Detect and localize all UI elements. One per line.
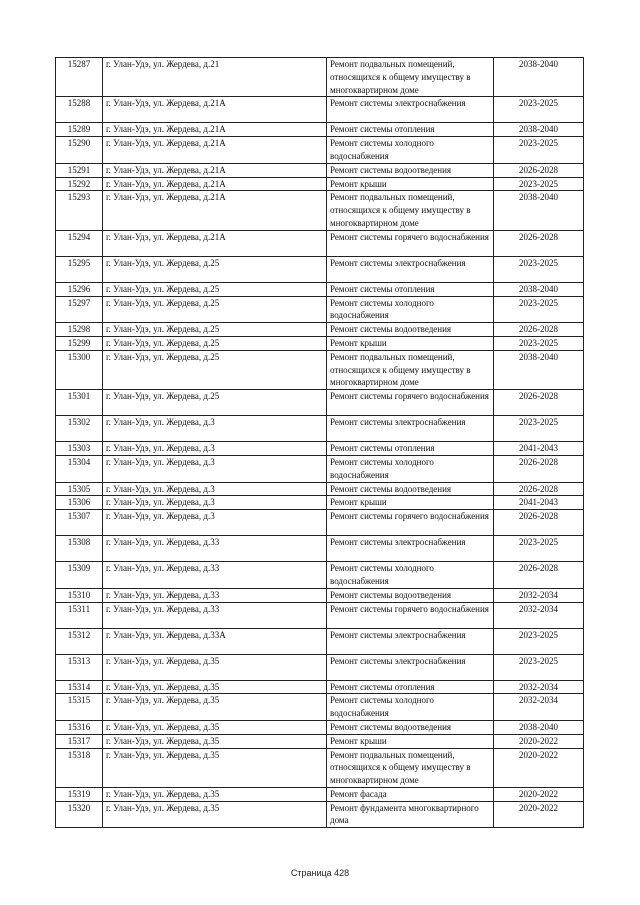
work-type-cell: Ремонт крыши xyxy=(327,734,494,748)
period-cell: 2023-2025 xyxy=(494,137,584,164)
row-number-cell: 15295 xyxy=(56,256,103,282)
row-number-cell: 15296 xyxy=(56,282,103,296)
period-cell: 2026-2028 xyxy=(494,562,584,589)
address-cell: г. Улан-Удэ, ул. Жердева, д.35 xyxy=(103,801,327,828)
table-row xyxy=(56,694,584,721)
period-cell: 2020-2022 xyxy=(494,801,584,828)
period-cell: 2026-2028 xyxy=(494,482,584,496)
address-cell: г. Улан-Удэ, ул. Жердева, д.25 xyxy=(103,390,327,416)
work-type-cell: Ремонт системы электроснабжения xyxy=(327,256,494,282)
work-type-cell: Ремонт системы водоотведения xyxy=(327,323,494,337)
period-cell: 2020-2022 xyxy=(494,748,584,787)
table-row xyxy=(56,256,584,282)
page-footer xyxy=(0,868,640,878)
row-number-cell: 15292 xyxy=(56,177,103,191)
work-type-cell: Ремонт системы водоотведения xyxy=(327,720,494,734)
period-cell: 2041-2043 xyxy=(494,496,584,510)
address-cell: г. Улан-Удэ, ул. Жердева, д.25 xyxy=(103,336,327,350)
period-cell: 2038-2040 xyxy=(494,58,584,97)
work-type-cell: Ремонт системы водоотведения xyxy=(327,163,494,177)
row-number-cell: 15291 xyxy=(56,163,103,177)
row-number-cell: 15317 xyxy=(56,734,103,748)
row-number-cell: 15288 xyxy=(56,97,103,123)
address-cell: г. Улан-Удэ, ул. Жердева, д.21А xyxy=(103,230,327,256)
row-number-cell: 15302 xyxy=(56,416,103,442)
address-cell: г. Улан-Удэ, ул. Жердева, д.25 xyxy=(103,323,327,337)
table-row xyxy=(56,442,584,456)
period-cell: 2026-2028 xyxy=(494,390,584,416)
table-row xyxy=(56,482,584,496)
work-type-cell: Ремонт системы горячего водоснабжения xyxy=(327,510,494,536)
table-row xyxy=(56,97,584,123)
address-cell: г. Улан-Удэ, ул. Жердева, д.33 xyxy=(103,536,327,562)
address-cell: г. Улан-Удэ, ул. Жердева, д.3 xyxy=(103,482,327,496)
row-number-cell: 15314 xyxy=(56,680,103,694)
period-cell: 2032-2034 xyxy=(494,680,584,694)
row-number-cell: 15305 xyxy=(56,482,103,496)
table-row xyxy=(56,390,584,416)
table-row xyxy=(56,350,584,389)
row-number-cell: 15289 xyxy=(56,123,103,137)
work-type-cell: Ремонт системы холодного водоснабжения xyxy=(327,562,494,589)
row-number-cell: 15297 xyxy=(56,296,103,323)
row-number-cell: 15298 xyxy=(56,323,103,337)
table-row xyxy=(56,720,584,734)
address-cell: г. Улан-Удэ, ул. Жердева, д.21А xyxy=(103,97,327,123)
row-number-cell: 15300 xyxy=(56,350,103,389)
table-row xyxy=(56,562,584,589)
work-type-cell: Ремонт крыши xyxy=(327,496,494,510)
period-cell: 2038-2040 xyxy=(494,282,584,296)
address-cell: г. Улан-Удэ, ул. Жердева, д.35 xyxy=(103,654,327,680)
work-type-cell: Ремонт крыши xyxy=(327,177,494,191)
period-cell: 2038-2040 xyxy=(494,123,584,137)
period-cell: 2032-2034 xyxy=(494,694,584,721)
row-number-cell: 15308 xyxy=(56,536,103,562)
table-row xyxy=(56,282,584,296)
work-type-cell: Ремонт системы отопления xyxy=(327,680,494,694)
table-row xyxy=(56,191,584,230)
table-row xyxy=(56,230,584,256)
address-cell: г. Улан-Удэ, ул. Жердева, д.3 xyxy=(103,455,327,482)
work-type-cell: Ремонт подвальных помещений, относящихся к общему имуществу в многоквартирном доме xyxy=(327,58,494,97)
row-number-cell: 15301 xyxy=(56,390,103,416)
work-type-cell: Ремонт системы горячего водоснабжения xyxy=(327,390,494,416)
address-cell: г. Улан-Удэ, ул. Жердева, д.3 xyxy=(103,510,327,536)
work-type-cell: Ремонт системы горячего водоснабжения xyxy=(327,230,494,256)
row-number-cell: 15290 xyxy=(56,137,103,164)
period-cell: 2026-2028 xyxy=(494,455,584,482)
address-cell: г. Улан-Удэ, ул. Жердева, д.33 xyxy=(103,588,327,602)
work-type-cell: Ремонт фасада xyxy=(327,787,494,801)
period-cell: 2023-2025 xyxy=(494,177,584,191)
row-number-cell: 15320 xyxy=(56,801,103,828)
table-row xyxy=(56,123,584,137)
period-cell: 2023-2025 xyxy=(494,256,584,282)
table-row xyxy=(56,510,584,536)
period-cell: 2023-2025 xyxy=(494,97,584,123)
period-cell: 2041-2043 xyxy=(494,442,584,456)
work-type-cell: Ремонт подвальных помещений, относящихся к общему имуществу в многоквартирном доме xyxy=(327,748,494,787)
address-cell: г. Улан-Удэ, ул. Жердева, д.3 xyxy=(103,416,327,442)
address-cell: г. Улан-Удэ, ул. Жердева, д.21А xyxy=(103,177,327,191)
row-number-cell: 15299 xyxy=(56,336,103,350)
table-row xyxy=(56,680,584,694)
row-number-cell: 15293 xyxy=(56,191,103,230)
address-cell: г. Улан-Удэ, ул. Жердева, д.35 xyxy=(103,734,327,748)
period-cell: 2026-2028 xyxy=(494,163,584,177)
address-cell: г. Улан-Удэ, ул. Жердева, д.35 xyxy=(103,787,327,801)
address-cell: г. Улан-Удэ, ул. Жердева, д.33 xyxy=(103,562,327,589)
address-cell: г. Улан-Удэ, ул. Жердева, д.21 xyxy=(103,58,327,97)
period-cell: 2038-2040 xyxy=(494,720,584,734)
period-cell: 2023-2025 xyxy=(494,296,584,323)
row-number-cell: 15313 xyxy=(56,654,103,680)
table-row xyxy=(56,496,584,510)
table-row xyxy=(56,296,584,323)
address-cell: г. Улан-Удэ, ул. Жердева, д.21А xyxy=(103,163,327,177)
table-row xyxy=(56,628,584,654)
address-cell: г. Улан-Удэ, ул. Жердева, д.35 xyxy=(103,720,327,734)
period-cell: 2026-2028 xyxy=(494,323,584,337)
address-cell: г. Улан-Удэ, ул. Жердева, д.3 xyxy=(103,496,327,510)
row-number-cell: 15319 xyxy=(56,787,103,801)
period-cell: 2020-2022 xyxy=(494,734,584,748)
work-type-cell: Ремонт фундамента многоквартирного дома xyxy=(327,801,494,828)
work-type-cell: Ремонт подвальных помещений, относящихся к общему имуществу в многоквартирном доме xyxy=(327,191,494,230)
registry-table-body xyxy=(56,58,584,828)
period-cell: 2023-2025 xyxy=(494,536,584,562)
registry-table xyxy=(55,57,584,828)
table-row xyxy=(56,416,584,442)
table-row xyxy=(56,336,584,350)
work-type-cell: Ремонт системы электроснабжения xyxy=(327,654,494,680)
work-type-cell: Ремонт подвальных помещений, относящихся к общему имуществу в многоквартирном доме xyxy=(327,350,494,389)
work-type-cell: Ремонт системы холодного водоснабжения xyxy=(327,455,494,482)
row-number-cell: 15304 xyxy=(56,455,103,482)
address-cell: г. Улан-Удэ, ул. Жердева, д.33А xyxy=(103,628,327,654)
address-cell: г. Улан-Удэ, ул. Жердева, д.25 xyxy=(103,282,327,296)
table-row xyxy=(56,787,584,801)
table-row xyxy=(56,536,584,562)
address-cell: г. Улан-Удэ, ул. Жердева, д.25 xyxy=(103,296,327,323)
work-type-cell: Ремонт системы холодного водоснабжения xyxy=(327,137,494,164)
period-cell: 2038-2040 xyxy=(494,191,584,230)
period-cell: 2020-2022 xyxy=(494,787,584,801)
row-number-cell: 15311 xyxy=(56,602,103,628)
work-type-cell: Ремонт системы электроснабжения xyxy=(327,416,494,442)
row-number-cell: 15306 xyxy=(56,496,103,510)
table-row xyxy=(56,602,584,628)
period-cell: 2032-2034 xyxy=(494,588,584,602)
work-type-cell: Ремонт системы горячего водоснабжения xyxy=(327,602,494,628)
work-type-cell: Ремонт системы отопления xyxy=(327,282,494,296)
period-cell: 2023-2025 xyxy=(494,628,584,654)
address-cell: г. Улан-Удэ, ул. Жердева, д.35 xyxy=(103,748,327,787)
address-cell: г. Улан-Удэ, ул. Жердева, д.25 xyxy=(103,256,327,282)
table-row xyxy=(56,455,584,482)
period-cell: 2026-2028 xyxy=(494,510,584,536)
table-row xyxy=(56,58,584,97)
period-cell: 2026-2028 xyxy=(494,230,584,256)
address-cell: г. Улан-Удэ, ул. Жердева, д.21А xyxy=(103,191,327,230)
period-cell: 2032-2034 xyxy=(494,602,584,628)
row-number-cell: 15309 xyxy=(56,562,103,589)
address-cell: г. Улан-Удэ, ул. Жердева, д.35 xyxy=(103,694,327,721)
address-cell: г. Улан-Удэ, ул. Жердева, д.3 xyxy=(103,442,327,456)
row-number-cell: 15307 xyxy=(56,510,103,536)
table-row xyxy=(56,163,584,177)
work-type-cell: Ремонт системы электроснабжения xyxy=(327,628,494,654)
table-row xyxy=(56,588,584,602)
row-number-cell: 15316 xyxy=(56,720,103,734)
row-number-cell: 15318 xyxy=(56,748,103,787)
work-type-cell: Ремонт крыши xyxy=(327,336,494,350)
table-row xyxy=(56,323,584,337)
row-number-cell: 15303 xyxy=(56,442,103,456)
address-cell: г. Улан-Удэ, ул. Жердева, д.25 xyxy=(103,350,327,389)
period-cell: 2023-2025 xyxy=(494,654,584,680)
table-row xyxy=(56,748,584,787)
work-type-cell: Ремонт системы водоотведения xyxy=(327,482,494,496)
work-type-cell: Ремонт системы отопления xyxy=(327,123,494,137)
table-row xyxy=(56,177,584,191)
row-number-cell: 15315 xyxy=(56,694,103,721)
work-type-cell: Ремонт системы электроснабжения xyxy=(327,97,494,123)
row-number-cell: 15310 xyxy=(56,588,103,602)
table-row xyxy=(56,654,584,680)
address-cell: г. Улан-Удэ, ул. Жердева, д.21А xyxy=(103,123,327,137)
period-cell: 2038-2040 xyxy=(494,350,584,389)
address-cell: г. Улан-Удэ, ул. Жердева, д.35 xyxy=(103,680,327,694)
table-row xyxy=(56,137,584,164)
page-number-label: Страница 428 xyxy=(290,868,350,878)
period-cell: 2023-2025 xyxy=(494,416,584,442)
work-type-cell: Ремонт системы холодного водоснабжения xyxy=(327,694,494,721)
row-number-cell: 15294 xyxy=(56,230,103,256)
work-type-cell: Ремонт системы водоотведения xyxy=(327,588,494,602)
row-number-cell: 15287 xyxy=(56,58,103,97)
address-cell: г. Улан-Удэ, ул. Жердева, д.33 xyxy=(103,602,327,628)
work-type-cell: Ремонт системы холодного водоснабжения xyxy=(327,296,494,323)
work-type-cell: Ремонт системы электроснабжения xyxy=(327,536,494,562)
address-cell: г. Улан-Удэ, ул. Жердева, д.21А xyxy=(103,137,327,164)
work-type-cell: Ремонт системы отопления xyxy=(327,442,494,456)
period-cell: 2023-2025 xyxy=(494,336,584,350)
table-row xyxy=(56,801,584,828)
row-number-cell: 15312 xyxy=(56,628,103,654)
table-row xyxy=(56,734,584,748)
